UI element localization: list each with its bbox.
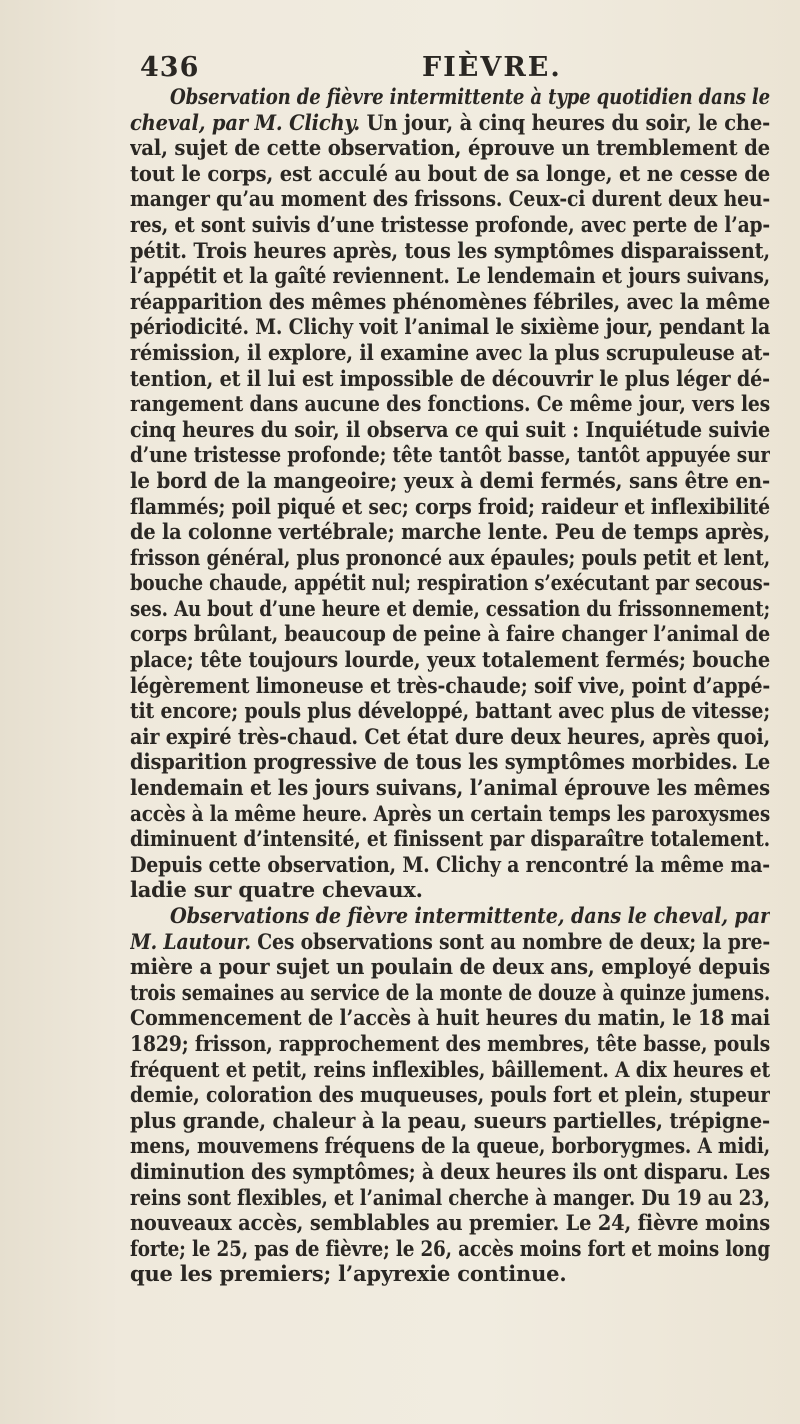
text-segment: mière a pour sujet un poulain de deux ans, employé depuis [130,954,770,980]
text-line [130,929,770,955]
text-segment: fréquent et petit, reins inflexibles, bâillement. A dix heures et [130,1056,770,1082]
italic-text-segment: Observations de fièvre intermittente, dans le cheval, par [170,903,770,928]
text-line [130,417,770,443]
text-segment: air expiré très-chaud. Cet état dure deux heures, après quoi, [130,723,770,749]
text-line [130,980,770,1006]
text-line [130,494,770,520]
text-segment: réapparition des mêmes phénomènes fébriles, avec la même [130,288,770,314]
text-segment: pétit. Trois heures après, tous les symptômes disparaissent, [130,237,770,263]
text-segment: demie, coloration des muqueuses, pouls fort et plein, stupeur [130,1082,770,1108]
text-line [130,673,770,699]
text-line [130,749,770,775]
text-line [130,801,770,827]
text-line [130,1236,770,1262]
text-segment: diminution des symptômes; à deux heures ils ont disparu. Les [130,1158,770,1184]
text-segment: ladie sur quatre chevaux. [130,877,423,903]
text-segment: que les premiers; l’apyrexie continue. [130,1261,567,1287]
text-line [130,903,770,929]
text-line [130,877,770,903]
text-line [130,1261,770,1287]
text-line [130,647,770,673]
text-segment: Un jour, à cinq heures du soir, le che- [360,109,770,135]
text-line [130,161,770,187]
text-segment: disparition progressive de tous les symptômes morbides. Le [130,749,770,775]
text-line [130,852,770,878]
text-segment: lendemain et les jours suivans, l’animal éprouve les mêmes [130,775,770,801]
page-number: 436 [140,52,200,83]
text-segment: place; tête toujours lourde, yeux totalement fermés; bouche [130,647,770,673]
text-segment: Commencement de l’accès à huit heures du matin, le 18 mai [130,1005,770,1031]
text-line [130,1108,770,1134]
text-segment: diminuent d’intensité, et finissent par disparaître totalement. [130,826,770,852]
text-segment: ses. Au bout d’une heure et demie, cessation du frissonnement; [130,595,770,621]
text-line [130,698,770,724]
text-segment: tention, et il lui est impossible de découvrir le plus léger dé- [130,365,770,391]
text-line [130,1210,770,1236]
text-line [130,1057,770,1083]
text-segment: trois semaines au service de la monte de douze à quinze jumens. [130,979,770,1005]
text-line [130,289,770,315]
text-line [130,391,770,417]
text-line [130,135,770,161]
italic-text-segment: cheval, par M. Clichy. [130,109,361,135]
text-segment: accès à la même heure. Après un certain temps les paroxysmes [130,800,770,826]
text-segment: tit encore; pouls plus développé, battant avec plus de vitesse; [130,698,770,724]
text-line [130,314,770,340]
text-line [130,442,770,468]
text-segment: flammés; poil piqué et sec; corps froid; raideur et inflexibilité [130,493,770,519]
text-segment: Depuis cette observation, M. Clichy a rencontré la même ma- [130,851,770,877]
text-line [130,570,770,596]
italic-text-segment: Observation de fièvre intermittente à type quotidien dans le [170,84,770,109]
running-head: FIÈVRE. [422,52,562,83]
text-segment: l’appétit et la gaîté reviennent. Le lendemain et jours suivans, [130,263,770,289]
text-line [130,1133,770,1159]
text-segment: 1829; frisson, rapprochement des membres, tête basse, pouls [130,1030,770,1056]
text-segment: mens, mouvemens fréquens de la queue, borborygmes. A midi, [130,1133,770,1159]
text-segment: manger qu’au moment des frissons. Ceux-ci durent deux heu- [130,186,770,212]
text-segment: légèrement limoneuse et très-chaude; soif vive, point d’appé- [130,672,770,698]
text-line [130,954,770,980]
body-text [130,84,770,1287]
text-segment: de la colonne vertébrale; marche lente. Peu de temps après, [130,519,770,545]
text-segment: corps brûlant, beaucoup de peine à faire changer l’animal de [130,621,770,647]
text-segment: périodicité. M. Clichy voit l’animal le sixième jour, pendant la [130,314,770,340]
text-line [130,1031,770,1057]
text-segment: forte; le 25, pas de fièvre; le 26, accès moins fort et moins long [130,1235,770,1261]
text-segment: le bord de la mangeoire; yeux à demi fermés, sans être en- [130,467,770,493]
text-segment: rangement dans aucune des fonctions. Ce même jour, vers les [130,391,770,417]
text-segment: val, sujet de cette observation, éprouve un tremblement de [130,135,770,161]
text-line [130,1159,770,1185]
text-line [130,84,770,110]
text-line [130,366,770,392]
text-line [130,340,770,366]
text-line [130,775,770,801]
text-segment: nouveaux accès, semblables au premier. Le 24, fièvre moins [130,1210,770,1236]
text-segment: tout le corps, est acculé au bout de sa longe, et ne cesse de [130,160,770,186]
text-line [130,212,770,238]
text-line [130,1185,770,1211]
text-line [130,596,770,622]
text-segment: rémission, il explore, il examine avec la plus scrupuleuse at- [130,339,770,365]
text-segment: plus grande, chaleur à la peau, sueurs partielles, trépigne- [130,1107,770,1133]
text-segment: reins sont flexibles, et l’animal cherche à manger. Du 19 au 23, [130,1184,770,1210]
text-segment: Ces observations sont au nombre de deux; la pre- [250,928,770,954]
text-segment: res, et sont suivis d’une tristesse profonde, avec perte de l’ap- [130,211,770,237]
italic-text-segment: M. Lautour. [130,928,251,954]
text-line [130,621,770,647]
text-line [130,1082,770,1108]
text-line [130,468,770,494]
text-segment: cinq heures du soir, il observa ce qui suit : Inquiétude suivie [130,416,770,442]
text-line [130,186,770,212]
text-line [130,110,770,136]
text-line [130,263,770,289]
text-segment: d’une tristesse profonde; tête tantôt basse, tantôt appuyée sur [130,442,770,468]
text-segment: bouche chaude, appétit nul; respiration s’exécutant par secous- [130,570,770,596]
text-line [130,519,770,545]
text-line [130,826,770,852]
text-line [130,724,770,750]
text-line [130,545,770,571]
text-line [130,238,770,264]
text-segment: frisson général, plus prononcé aux épaules; pouls petit et lent, [130,544,770,570]
text-line [130,1005,770,1031]
